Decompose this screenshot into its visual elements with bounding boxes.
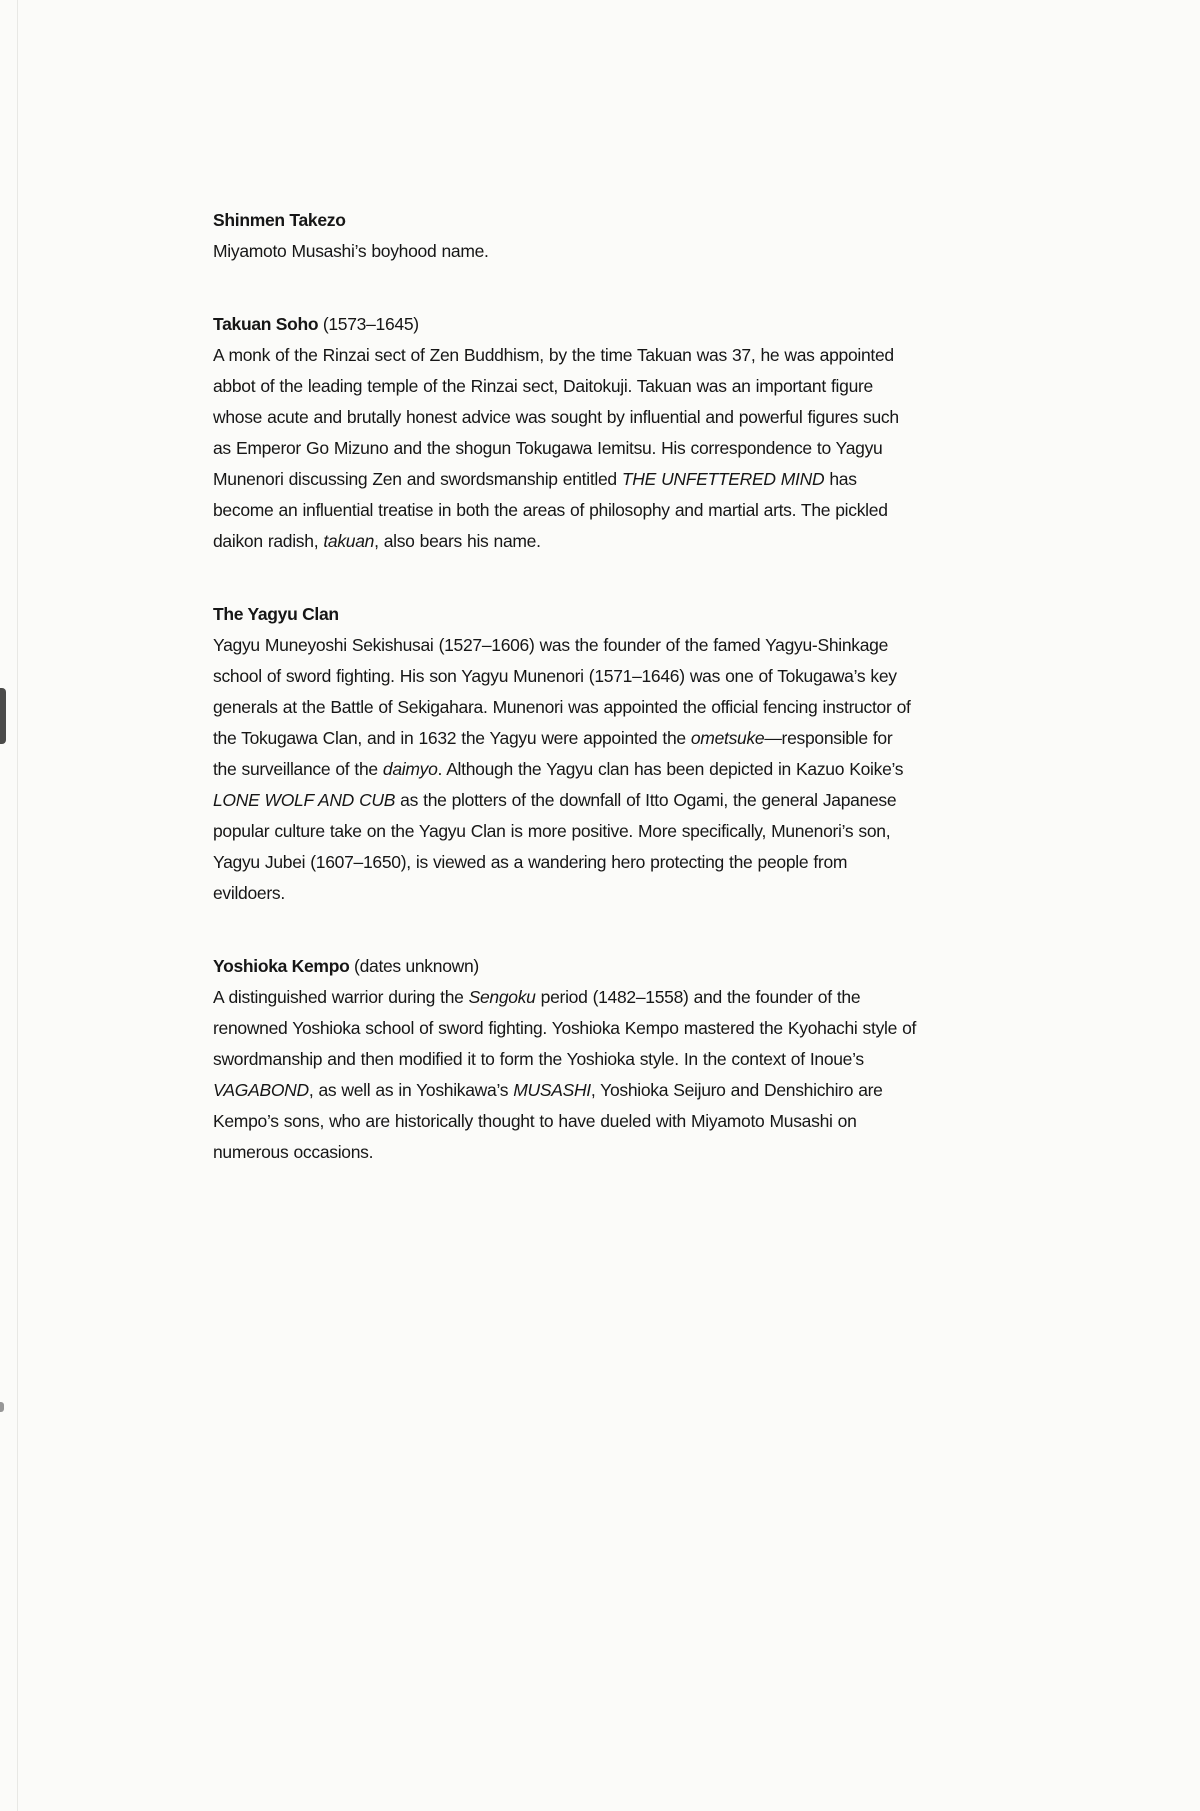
glossary-section-yoshioka-kempo	[213, 951, 919, 1168]
section-heading	[213, 309, 919, 340]
text-run: A monk of the Rinzai sect of Zen Buddhism, by the time Takuan was 37, he was appointed abbot of the leading temple of the Rinzai sect, Daitokuji. Takuan was an important figure whose acute and brutally honest advice was sought by influential and powerful figures such as Emperor Go Mizuno and the shogun Tokugawa Iemitsu. His correspondence to Yagyu Munenori discussing Zen and swordsmanship entitled	[213, 345, 899, 489]
italic-text-run: LONE WOLF AND CUB	[213, 790, 396, 810]
text-run: —responsible for the surveillance of the	[213, 728, 893, 779]
text-run: , as well as in Yoshikawa’s	[308, 1080, 514, 1100]
glossary-section-the-yagyu-clan	[213, 599, 919, 909]
section-heading	[213, 599, 919, 630]
term-name: Takuan Soho	[213, 314, 319, 334]
text-run: has become an influential treatise in both the areas of philosophy and martial arts. The pickled daikon radish,	[213, 469, 888, 551]
text-run: A distinguished warrior during the	[213, 987, 469, 1007]
text-run: , also bears his name.	[374, 531, 541, 551]
italic-text-run: daimyo	[382, 759, 438, 779]
italic-text-run: THE UNFETTERED MIND	[621, 469, 825, 489]
section-body	[213, 340, 919, 557]
section-body	[213, 630, 919, 909]
text-run: period (1482–1558) and the founder of the renowned Yoshioka school of sword fighting. Yoshioka Kempo mastered the Kyohachi style of swordmanship and then modified it to form the Yoshioka style. In the context of Inoue’s	[213, 987, 917, 1069]
text-run: as the plotters of the downfall of Itto Ogami, the general Japanese popular culture take on the Yagyu Clan is more positive. More specifically, Munenori’s son, Yagyu Jubei (1607–1650), is viewed as a wandering hero protecting the people from evildoers.	[213, 790, 897, 903]
term-name: Yoshioka Kempo	[213, 956, 350, 976]
text-run: , Yoshioka Seijuro and Denshichiro are Kempo’s sons, who are historically thought to have dueled with Miyamoto Musashi on numerous occasions.	[213, 1080, 883, 1162]
section-heading	[213, 951, 919, 982]
term-qualifier: (1573–1645)	[318, 314, 419, 334]
glossary-content	[213, 205, 919, 1210]
text-run: Miyamoto Musashi’s boyhood name.	[213, 241, 489, 261]
glossary-section-shinmen-takezo	[213, 205, 919, 267]
section-body	[213, 982, 919, 1168]
section-heading	[213, 205, 919, 236]
term-name: Shinmen Takezo	[213, 210, 346, 230]
term-qualifier: (dates unknown)	[349, 956, 479, 976]
scan-edge-line	[17, 0, 18, 1811]
term-name: The Yagyu Clan	[213, 604, 339, 624]
italic-text-run: VAGABOND	[213, 1080, 309, 1100]
italic-text-run: Sengoku	[468, 987, 536, 1007]
italic-text-run: MUSASHI	[513, 1080, 591, 1100]
glossary-section-takuan-soho	[213, 309, 919, 557]
scan-artifact-dot	[0, 1402, 4, 1412]
scan-artifact-smudge	[0, 688, 6, 744]
text-run: . Although the Yagyu clan has been depicted in Kazuo Koike’s	[437, 759, 904, 779]
section-body	[213, 236, 919, 267]
text-run: Yagyu Muneyoshi Sekishusai (1527–1606) was the founder of the famed Yagyu-Shinkage school of sword fighting. His son Yagyu Munenori (1571–1646) was one of Tokugawa’s key generals at the Battle of Sekigahara. Munenori was appointed the official fencing instructor of the Tokugawa Clan, and in 1632 the Yagyu were appointed the	[213, 635, 911, 748]
italic-text-run: takuan	[323, 531, 375, 551]
italic-text-run: ometsuke	[690, 728, 765, 748]
